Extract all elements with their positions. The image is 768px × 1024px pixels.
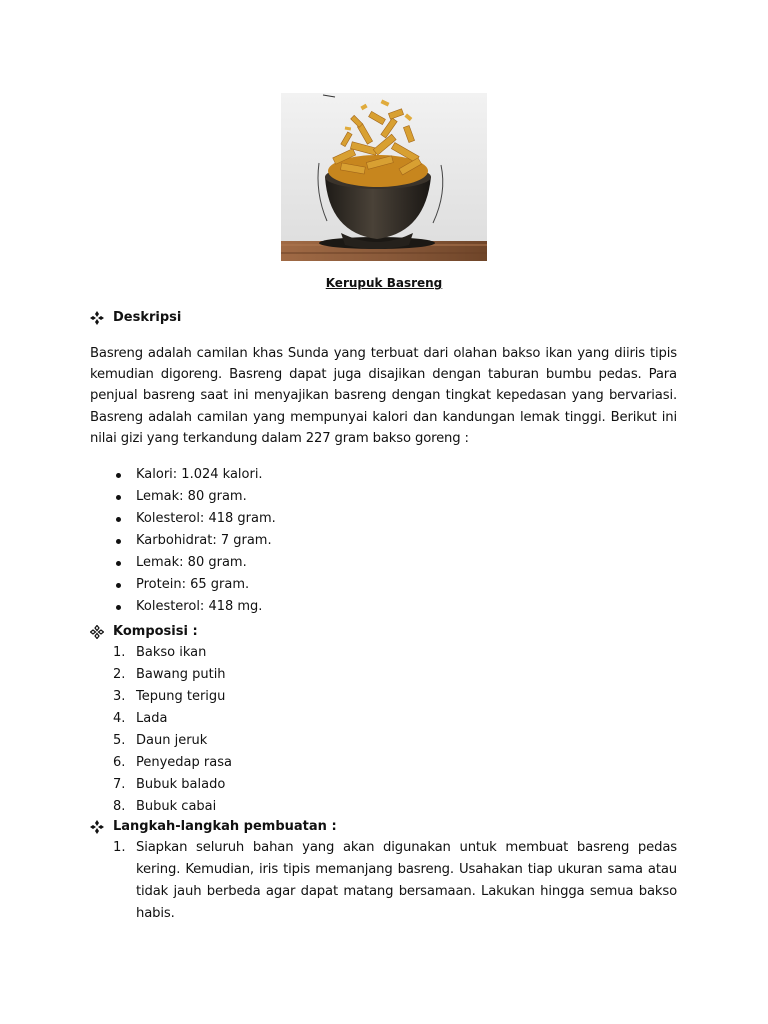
composition-item-text: Penyedap rasa <box>136 755 232 770</box>
step-item <box>113 837 677 925</box>
nutrition-item-text: Lemak: 80 gram. <box>136 555 247 570</box>
nutrition-item <box>113 464 276 486</box>
composition-item <box>113 642 232 664</box>
section-title: Komposisi : <box>113 624 198 639</box>
composition-item <box>113 708 232 730</box>
list-number: 2. <box>113 667 126 682</box>
list-number: 1. <box>113 645 126 660</box>
diamond-bullet-icon <box>90 820 104 834</box>
composition-item-text: Bakso ikan <box>136 645 207 660</box>
nutrition-item-text: Kolesterol: 418 mg. <box>136 599 263 614</box>
nutrition-item-text: Karbohidrat: 7 gram. <box>136 533 272 548</box>
section-heading-komposisi <box>90 624 198 639</box>
composition-item-text: Bawang putih <box>136 667 226 682</box>
composition-item <box>113 752 232 774</box>
bullet-dot-icon <box>113 574 136 596</box>
steps-list <box>113 837 677 925</box>
nutrition-item-text: Kolesterol: 418 gram. <box>136 511 276 526</box>
list-number: 8. <box>113 799 126 814</box>
step-number: 1. <box>113 840 126 855</box>
composition-list <box>113 642 232 818</box>
basreng-photo <box>281 93 487 261</box>
step-text: Siapkan seluruh bahan yang akan digunakan untuk membuat basreng pedas kering. Kemudian, iris tipis memanjang basreng. Usahakan tiap ukuran sama atau tidak jauh berbeda agar dapat matang bersamaan. Lakukan hingga semua bakso habis. <box>136 840 677 921</box>
image-caption: Kerupuk Basreng <box>325 276 443 290</box>
nutrition-item <box>113 596 276 618</box>
description-paragraph: Basreng adalah camilan khas Sunda yang terbuat dari olahan bakso ikan yang diiris tipis kemudian digoreng. Basreng dapat juga disajikan dengan taburan bumbu pedas. Para penjual basreng saat ini menyajikan basreng dengan tingkat kepedasan yang bervariasi. Basreng adalah camilan yang mempunyai kalori dan kandungan lemak tinggi. Berikut ini nilai gizi yang terkandung dalam 227 gram bakso goreng : <box>90 346 677 446</box>
diamond-outline-bullet-icon <box>90 625 104 639</box>
nutrition-item <box>113 574 276 596</box>
bullet-dot-icon <box>113 464 136 486</box>
nutrition-item <box>113 508 276 530</box>
list-number: 6. <box>113 755 126 770</box>
nutrition-list <box>113 464 276 618</box>
nutrition-item <box>113 486 276 508</box>
list-number: 5. <box>113 733 126 748</box>
nutrition-item-text: Lemak: 80 gram. <box>136 489 247 504</box>
bullet-dot-icon <box>113 508 136 530</box>
list-number: 3. <box>113 689 126 704</box>
nutrition-item-text: Kalori: 1.024 kalori. <box>136 467 263 482</box>
composition-item-text: Daun jeruk <box>136 733 208 748</box>
nutrition-item <box>113 552 276 574</box>
diamond-bullet-icon <box>90 311 104 325</box>
section-heading-deskripsi <box>90 310 181 325</box>
section-title: Langkah-langkah pembuatan : <box>113 819 337 834</box>
nutrition-item <box>113 530 276 552</box>
composition-item <box>113 774 232 796</box>
list-number: 7. <box>113 777 126 792</box>
nutrition-item-text: Protein: 65 gram. <box>136 577 250 592</box>
bullet-dot-icon <box>113 596 136 618</box>
section-heading-langkah <box>90 819 337 834</box>
composition-item-text: Bubuk cabai <box>136 799 217 814</box>
composition-item <box>113 730 232 752</box>
list-number: 4. <box>113 711 126 726</box>
composition-item <box>113 796 232 818</box>
fried-basreng-bowl-photo-icon <box>281 93 487 261</box>
composition-item-text: Bubuk balado <box>136 777 226 792</box>
composition-item <box>113 664 232 686</box>
section-title: Deskripsi <box>113 310 182 325</box>
composition-item-text: Lada <box>136 711 168 726</box>
composition-item-text: Tepung terigu <box>136 689 226 704</box>
bullet-dot-icon <box>113 530 136 552</box>
bullet-dot-icon <box>113 486 136 508</box>
bullet-dot-icon <box>113 552 136 574</box>
composition-item <box>113 686 232 708</box>
